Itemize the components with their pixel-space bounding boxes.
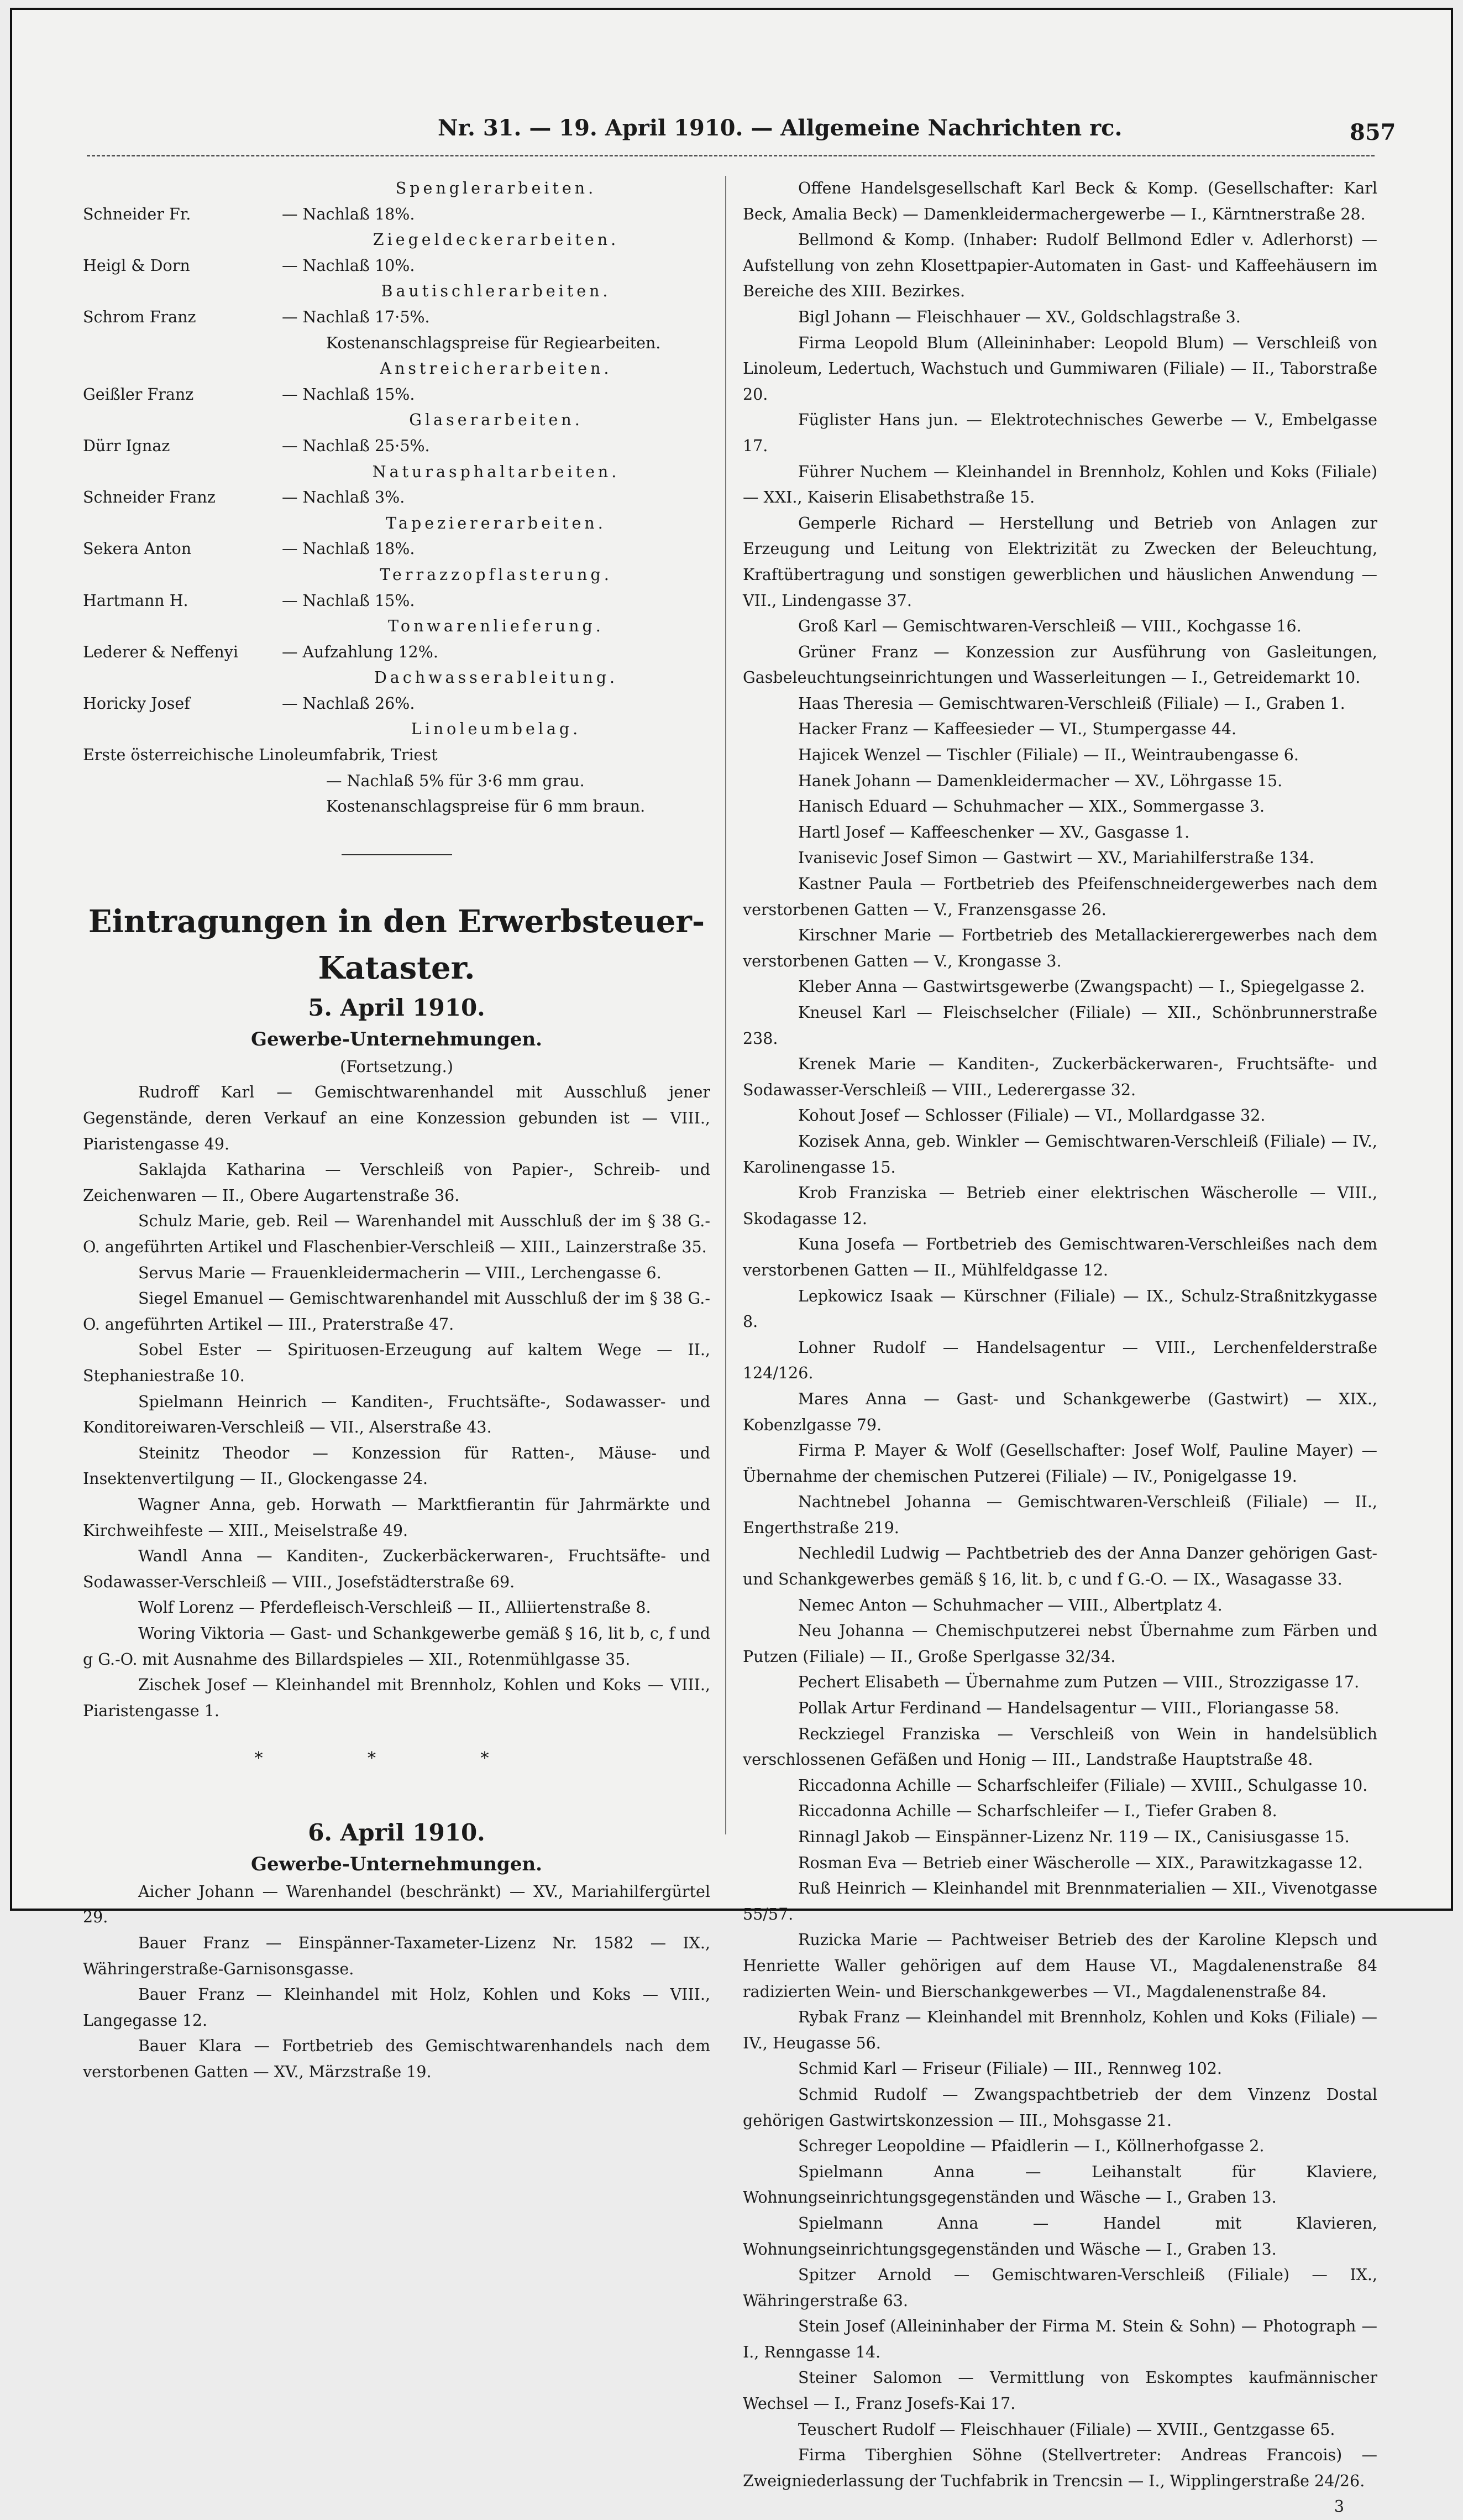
register-entry: Kneusel Karl — Fleischselcher (Filiale) — XII., Schönbrunnerstraße 238. — [743, 1003, 1377, 1048]
award-terms — [282, 433, 710, 459]
award-terms — [282, 691, 710, 717]
award-line: — Nachlaß 10%. — [282, 256, 415, 275]
register-entry: Steinitz Theodor — Konzession für Ratten-, Mäuse- und Insektenvertilgung — II., Glockengasse 24. — [83, 1444, 710, 1488]
column-divider — [725, 176, 726, 1834]
register-entry: Hartl Josef — Kaffeeschenker — XV., Gasgasse 1. — [798, 823, 1190, 841]
award-line: — Nachlaß 17·5%. — [282, 307, 430, 326]
contractor-name: Schneider Franz — [83, 488, 216, 507]
award-row — [83, 640, 710, 666]
register-entry: Neu Johanna — Chemischputzerei nebst Übernahme zum Färben und Putzen (Filiale) — II., Große Sperlgasse 32/34. — [743, 1622, 1377, 1666]
award-line: — Nachlaß 18%. — [282, 540, 415, 558]
register-entry: Rudroff Karl — Gemischtwarenhandel mit Ausschluß jener Gegenstände, deren Verkauf an eine Konzession gebunden ist — VIII., Piaristengasse 49. — [83, 1083, 710, 1153]
award-row — [83, 536, 710, 562]
trade-heading: Anstreicherarbeiten. — [380, 359, 612, 378]
page-number: 857 — [1350, 119, 1396, 145]
subheading-1: Gewerbe-Unternehmungen. — [250, 1028, 543, 1050]
register-entry: Rosman Eva — Betrieb einer Wäscherolle — XIX., Parawitzkagasse 12. — [798, 1853, 1363, 1872]
register-entry: Pollak Artur Ferdinand — Handelsagentur — VIII., Floriangasse 58. — [798, 1699, 1340, 1718]
register-entry: Offene Handelsgesellschaft Karl Beck & Komp. (Gesellschafter: Karl Beck, Amalia Beck) — Damenkleidermachergewerbe — I., Kärntnerstraße 28. — [743, 179, 1377, 223]
register-entry: Aicher Johann — Warenhandel (beschränkt) — XV., Mariahilfergürtel 29. — [83, 1882, 710, 1927]
register-entry: Hajicek Wenzel — Tischler (Filiale) — II., Weintraubengasse 6. — [798, 746, 1299, 765]
award-terms — [282, 536, 710, 562]
contractor-name: Horicky Josef — [83, 694, 190, 713]
register-entry: Stein Josef (Alleininhaber der Firma M. Stein & Sohn) — Photograph — I., Renngasse 14. — [743, 2317, 1377, 2361]
left-column — [83, 176, 710, 2085]
register-entry: Woring Viktoria — Gast- und Schankgewerbe gemäß § 16, lit b, c, f und g G.-O. mit Ausnahme des Billardspieles — XII., Rotenmühlgasse 35. — [83, 1624, 710, 1669]
page-header: Nr. 31. — 19. April 1910. — Allgemeine Nachrichten rc. — [438, 115, 1123, 141]
register-entry: Groß Karl — Gemischtwaren-Verschleiß — VIII., Kochgasse 16. — [798, 617, 1302, 636]
continuation-note: (Fortsetzung.) — [340, 1057, 453, 1076]
award-terms — [282, 202, 710, 228]
award-line: — Nachlaß 25·5%. — [282, 436, 430, 455]
award-row — [83, 202, 710, 228]
register-entry: Kirschner Marie — Fortbetrieb des Metallackierergewerbes nach dem verstorbenen Gatten — V., Krongasse 3. — [743, 926, 1377, 970]
date-heading-2: 6. April 1910. — [308, 1818, 485, 1846]
award-line: — Nachlaß 18%. — [282, 205, 415, 223]
register-entry: Kozisek Anna, geb. Winkler — Gemischtwaren-Verschleiß (Filiale) — IV., Karolinengasse 15. — [743, 1132, 1377, 1177]
register-entry: Firma P. Mayer & Wolf (Gesellschafter: Josef Wolf, Pauline Mayer) — Übernahme der chemischen Putzerei (Filiale) — IV., Ponigelgasse 19. — [743, 1441, 1377, 1486]
register-entry: Schulz Marie, geb. Reil — Warenhandel mit Ausschluß der im § 38 G.-O. angeführten Artikel und Flaschenbier-Verschleiß — XIII., Lainzerstraße 35. — [83, 1212, 710, 1256]
award-terms — [282, 382, 710, 408]
award-row — [83, 305, 710, 356]
register-entry: Nachtnebel Johanna — Gemischtwaren-Verschleiß (Filiale) — II., Engerthstraße 219. — [743, 1493, 1377, 1537]
entries-list-2 — [83, 1879, 710, 2085]
register-entry: Firma Leopold Blum (Alleininhaber: Leopold Blum) — Verschleiß von Linoleum, Ledertuch, Wachstuch und Gummiwaren (Filiale) — II., Taborstraße 20. — [743, 333, 1377, 404]
register-entry: Nechledil Ludwig — Pachtbetrieb des der Anna Danzer gehörigen Gast- und Schankgewerbes gemäß § 16, lit. b, c und f G.-O. — IX., Wasagasse 33. — [743, 1544, 1377, 1589]
register-entry: Rinnagl Jakob — Einspänner-Lizenz Nr. 119 — IX., Canisiusgasse 15. — [798, 1828, 1350, 1846]
register-entry: Wandl Anna — Kanditen-, Zuckerbäckerwaren-, Fruchtsäfte- und Sodawasser-Verschleiß — VIII., Josefstädterstraße 69. — [83, 1547, 710, 1591]
register-entry: Servus Marie — Frauenkleidermacherin — VIII., Lerchengasse 6. — [138, 1263, 662, 1282]
linoleum-heading: Linoleumbelag. — [411, 720, 581, 739]
register-entry: Wolf Lorenz — Pferdefleisch-Verschleiß — II., Alliiertenstraße 8. — [138, 1598, 651, 1617]
award-line: — Aufzahlung 12%. — [282, 642, 438, 661]
linoleum-line2: Kostenanschlagspreise für 6 mm braun. — [326, 797, 646, 816]
award-terms — [282, 640, 710, 666]
section-title: Eintragungen in den Erwerbsteuer-Kataster. — [88, 903, 705, 986]
contractor-name: Lederer & Neffenyi — [83, 642, 238, 661]
register-entry: Lohner Rudolf — Handelsagentur — VIII., Lerchenfelderstraße 124/126. — [743, 1338, 1377, 1383]
register-entry: Schreger Leopoldine — Pfaidlerin — I., Köllnerhofgasse 2. — [798, 2137, 1265, 2156]
date-heading-1: 5. April 1910. — [308, 994, 485, 1021]
register-entry: Kleber Anna — Gastwirtsgewerbe (Zwangspacht) — I., Spiegelgasse 2. — [798, 977, 1365, 996]
register-entry: Siegel Emanuel — Gemischtwarenhandel mit Ausschluß der im § 38 G.-O. angeführten Artikel — III., Praterstraße 47. — [83, 1289, 710, 1334]
trade-heading: Dachwasserableitung. — [374, 668, 618, 687]
contractor-name: Schrom Franz — [83, 307, 196, 326]
award-terms — [282, 305, 710, 356]
contract-awards-list — [83, 176, 710, 717]
register-entry: Nemec Anton — Schuhmacher — VIII., Albertplatz 4. — [798, 1596, 1223, 1614]
register-entry: Grüner Franz — Konzession zur Ausführung von Gasleitungen, Gasbeleuchtungseinrichtungen und Wasserleitungen — I., Getreidemarkt 10. — [743, 642, 1377, 687]
register-entry: Spielmann Anna — Handel mit Klavieren, Wohnungseinrichtungsgegenständen und Wäsche — I., Graben 13. — [743, 2214, 1377, 2258]
page-frame — [10, 8, 1453, 2516]
entries-list-3 — [743, 176, 1377, 2494]
register-entry: Wagner Anna, geb. Horwath — Marktfierantin für Jahrmärkte und Kirchweihfeste — XIII., Meiselstraße 49. — [83, 1495, 710, 1540]
trade-heading: Glaserarbeiten. — [409, 411, 583, 430]
register-entry: Ivanisevic Josef Simon — Gastwirt — XV., Mariahilferstraße 134. — [798, 849, 1314, 867]
register-entry: Mares Anna — Gast- und Schankgewerbe (Gastwirt) — XIX., Kobenzlgasse 79. — [743, 1389, 1377, 1434]
register-entry: Schmid Rudolf — Zwangspachtbetrieb der dem Vinzenz Dostal gehörigen Gastwirtskonzession — III., Mohsgasse 21. — [743, 2085, 1377, 2130]
register-entry: Ruzicka Marie — Pachtweiser Betrieb des der Karoline Klepsch und Henriette Waller gehörigen auf dem Hause VI., Magdalenenstraße 84 radizierten Wein- und Bierschankgewerbes — VI., Magdalenenstraße 84. — [743, 1931, 1377, 2001]
award-row — [83, 253, 710, 279]
register-entry: Haas Theresia — Gemischtwaren-Verschleiß (Filiale) — I., Graben 1. — [798, 694, 1345, 713]
header-rule — [87, 155, 1375, 156]
contractor-name: Hartmann H. — [83, 591, 188, 610]
register-entry: Schmid Karl — Friseur (Filiale) — III., Rennweg 102. — [798, 2059, 1222, 2078]
award-line: — Nachlaß 3%. — [282, 488, 405, 507]
separator-stars: * * * — [254, 1749, 539, 1769]
register-entry: Bigl Johann — Fleischhauer — XV., Goldschlagstraße 3. — [798, 307, 1241, 326]
register-entry: Bauer Klara — Fortbetrieb des Gemischtwarenhandels nach dem verstorbenen Gatten — XV., Märzstraße 19. — [83, 2037, 710, 2082]
register-entry: Spielmann Anna — Leihanstalt für Klaviere, Wohnungseinrichtungsgegenständen und Wäsche — I., Graben 13. — [743, 2162, 1377, 2207]
award-row — [83, 433, 710, 459]
register-entry: Spitzer Arnold — Gemischtwaren-Verschleiß (Filiale) — IX., Währingerstraße 63. — [743, 2266, 1377, 2310]
register-entry: Teuschert Rudolf — Fleischhauer (Filiale) — XVIII., Gentzgasse 65. — [798, 2420, 1335, 2439]
contractor-name: Geißler Franz — [83, 385, 194, 404]
register-entry: Rybak Franz — Kleinhandel mit Brennholz, Kohlen und Koks (Filiale) — IV., Heugasse 56. — [743, 2008, 1377, 2052]
trade-heading: Ziegeldeckerarbeiten. — [373, 231, 620, 249]
award-terms — [282, 485, 710, 511]
award-row — [83, 588, 710, 614]
award-line: — Nachlaß 15%. — [282, 591, 415, 610]
register-entry: Riccadonna Achille — Scharfschleifer — I., Tiefer Graben 8. — [798, 1802, 1277, 1821]
linoleum-name: Erste österreichische Linoleumfabrik, Triest — [83, 746, 438, 765]
right-column — [743, 176, 1377, 2520]
award-line: — Nachlaß 26%. — [282, 694, 415, 713]
register-entry: Reckziegel Franziska — Verschleiß von Wein in handelsüblich verschlossenen Gefäßen und Honig — III., Landstraße Hauptstraße 48. — [743, 1724, 1377, 1769]
register-entry: Bauer Franz — Einspänner-Taxameter-Lizenz Nr. 1582 — IX., Währingerstraße-Garnisonsgasse. — [83, 1934, 710, 1978]
register-entry: Füglister Hans jun. — Elektrotechnisches Gewerbe — V., Embelgasse 17. — [743, 411, 1377, 455]
register-entry: Hanek Johann — Damenkleidermacher — XV., Löhrgasse 15. — [798, 771, 1283, 790]
contractor-name: Heigl & Dorn — [83, 256, 190, 275]
register-entry: Riccadonna Achille — Scharfschleifer (Filiale) — XVIII., Schulgasse 10. — [798, 1776, 1368, 1795]
register-entry: Krob Franziska — Betrieb einer elektrischen Wäscherolle — VIII., Skodagasse 12. — [743, 1184, 1377, 1228]
register-entry: Gemperle Richard — Herstellung und Betrieb von Anlagen zur Erzeugung und Leitung von Elektrizität zu Zwecken der Beleuchtung, Kraftübertragung und sonstigen gewerblichen und häuslichen Anwendung — VII., Lindengasse 37. — [743, 514, 1377, 610]
award-row — [83, 691, 710, 717]
trade-heading: Naturasphaltarbeiten. — [372, 462, 620, 481]
register-entry: Kohout Josef — Schlosser (Filiale) — VI., Mollardgasse 32. — [798, 1106, 1266, 1125]
award-terms — [282, 588, 710, 614]
register-entry: Firma Tiberghien Söhne (Stellvertreter: Andreas Francois) — Zweigniederlassung der Tuchfabrik in Trencsin — I., Wipplingerstraße 24/26. — [743, 2446, 1377, 2490]
register-entry: Kuna Josefa — Fortbetrieb des Gemischtwaren-Verschleißes nach dem verstorbenen Gatten — II., Mühlfeldgasse 12. — [743, 1235, 1377, 1279]
register-entry: Hacker Franz — Kaffeesieder — VI., Stumpergasse 44. — [798, 720, 1237, 739]
contractor-name: Dürr Ignaz — [83, 436, 170, 455]
contractor-name: Sekera Anton — [83, 540, 192, 558]
trade-heading: Tonwarenlieferung. — [388, 617, 604, 636]
award-line: Kostenanschlagspreise für Regiearbeiten. — [326, 333, 661, 352]
award-row — [83, 485, 710, 511]
register-entry: Lepkowicz Isaak — Kürschner (Filiale) — IX., Schulz-Straßnitzkygasse 8. — [743, 1287, 1377, 1331]
register-entry: Bauer Franz — Kleinhandel mit Holz, Kohlen und Koks — VIII., Langegasse 12. — [83, 1985, 710, 2030]
register-entry: Spielmann Heinrich — Kanditen-, Fruchtsäfte-, Sodawasser- und Konditoreiwaren-Verschleiß — VII., Alserstraße 43. — [83, 1392, 710, 1437]
award-terms — [282, 253, 710, 279]
contractor-name: Schneider Fr. — [83, 205, 191, 223]
register-entry: Sobel Ester — Spirituosen-Erzeugung auf kaltem Wege — II., Stephaniestraße 10. — [83, 1341, 710, 1385]
trade-heading: Terrazzopflasterung. — [380, 565, 612, 584]
linoleum-line1: — Nachlaß 5% für 3·6 mm grau. — [326, 771, 585, 790]
register-entry: Kastner Paula — Fortbetrieb des Pfeifenschneidergewerbes nach dem verstorbenen Gatten — V., Franzensgasse 26. — [743, 875, 1377, 919]
footer-mark: 3 — [1334, 2497, 1344, 2516]
register-entry: Ruß Heinrich — Kleinhandel mit Brennmaterialien — XII., Vivenotgasse 55/57. — [743, 1879, 1377, 1923]
award-line: — Nachlaß 15%. — [282, 385, 415, 404]
trade-heading: Bautischlerarbeiten. — [381, 282, 611, 301]
trade-heading: Spenglerarbeiten. — [395, 179, 597, 197]
register-entry: Pechert Elisabeth — Übernahme zum Putzen — VIII., Strozzigasse 17. — [798, 1673, 1360, 1692]
register-entry: Hanisch Eduard — Schuhmacher — XIX., Sommergasse 3. — [798, 797, 1265, 816]
register-entry: Steiner Salomon — Vermittlung von Eskomptes kaufmännischer Wechsel — I., Franz Josefs-Kai 17. — [743, 2369, 1377, 2413]
register-entry: Führer Nuchem — Kleinhandel in Brennholz, Kohlen und Koks (Filiale) — XXI., Kaiserin Elisabethstraße 15. — [743, 462, 1377, 507]
register-entry: Saklajda Katharina — Verschleiß von Papier-, Schreib- und Zeichenwaren — II., Obere Augartenstraße 36. — [83, 1160, 710, 1205]
subheading-2: Gewerbe-Unternehmungen. — [250, 1853, 543, 1875]
trade-heading: Tapeziererarbeiten. — [386, 514, 606, 532]
register-entry: Zischek Josef — Kleinhandel mit Brennholz, Kohlen und Koks — VIII., Piaristengasse 1. — [83, 1676, 710, 1720]
register-entry: Bellmond & Komp. (Inhaber: Rudolf Bellmond Edler v. Adlerhorst) — Aufstellung von zehn Klosettpapier-Automaten in Gast- und Kaffeehäusern im Bereiche des XIII. Bezirkes. — [743, 231, 1377, 301]
entries-list-1 — [83, 1080, 710, 1724]
section-rule — [342, 854, 452, 855]
register-entry: Krenek Marie — Kanditen-, Zuckerbäckerwaren-, Fruchtsäfte- und Sodawasser-Verschleiß — VIII., Lederergasse 32. — [743, 1055, 1377, 1099]
award-row — [83, 382, 710, 408]
